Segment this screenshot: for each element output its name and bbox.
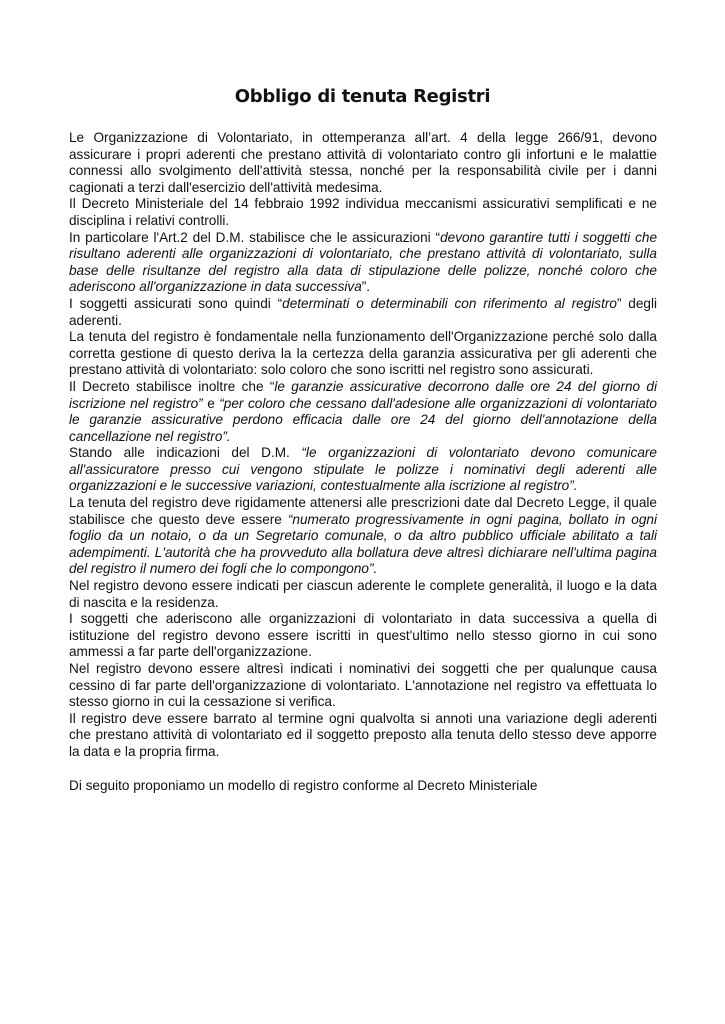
body-paragraph [69,230,657,296]
paragraph-text: Nel registro devono essere indicati per ciascun aderente le complete generalità, il luogo e la data di nascita e la residenza. [69,578,657,610]
quoted-text: le garanzie assicurative decorrono dalle ore 24 del giorno di iscrizione nel registro” [69,378,657,411]
body-paragraph [69,495,657,578]
body-paragraph [69,611,657,661]
body-paragraph [69,661,657,711]
paragraph-text: Stando alle indicazioni del D.M. [69,445,302,461]
paragraph-text: I soggetti che aderiscono alle organizzazioni di volontariato in data successiva a quella di istituzione del registro devono essere iscritti in quest'ultimo nello stesso giorno in cui sono ammessi a far parte dell'organizzazione. [69,611,657,660]
paragraph-text: e [202,395,220,411]
paragraph-text: Il Decreto stabilisce inoltre che “ [69,378,275,394]
document-body [69,130,657,794]
quoted-text: devono garantire tutti i soggetti che risultano aderenti alle organizzazioni di volontariato, che prestano attività di volontariato, sulla base delle risultanze del registro alla data di stipulazione delle polizze, nonché coloro che aderiscono all'organizzazione in data successiva [69,229,658,295]
body-paragraph [69,296,657,329]
paragraph-text: ”. [361,279,371,295]
paragraph-list [69,130,657,761]
body-paragraph [69,130,657,196]
paragraph-text: Le Organizzazione di Volontariato, in ottemperanza all’art. 4 della legge 266/91, devono assicurare i propri aderenti che prestano attività di volontariato contro gli infortuni e le malattie connessi allo svolgimento dell'attività stessa, nonché per la responsabilità civile per i danni cagionati a terzi dall'esercizio dell'attività medesima. [69,130,657,195]
body-paragraph [69,711,657,761]
paragraph-text: La tenuta del registro deve rigidamente attenersi alle prescrizioni date dal Decreto Legge, il quale stabilisce che questo deve essere [69,495,657,527]
closing-paragraph: Di seguito proponiamo un modello di registro conforme al Decreto Ministeriale [69,777,538,793]
paragraph-spacer [69,761,657,778]
paragraph-text: Nel registro devono essere altresì indicati i nominativi dei soggetti che per qualunque causa cessino di far parte dell'organizzazione di volontariato. L'annotazione nel registro va effettuata lo stesso giorno in cui la cessazione si verifica. [69,661,657,710]
body-paragraph [69,379,657,445]
body-paragraph [69,329,657,379]
paragraph-text: Il Decreto Ministeriale del 14 febbraio 1992 individua meccanismi assicurativi semplificati e ne disciplina i relativi controlli. [69,196,657,228]
paragraph-text: La tenuta del registro è fondamentale nella funzionamento dell'Organizzazione perché solo dalla corretta gestione di questo deriva la la certezza della garanzia assicurativa per gli aderenti che prestano attività di volontariato: solo coloro che sono iscritti nel registro sono assicurati. [69,329,657,378]
paragraph-text: I soggetti assicurati sono quindi “ [69,295,283,311]
body-paragraph [69,196,657,229]
paragraph-text: ” degli aderenti. [69,295,657,328]
quoted-text: “numerato progressivamente in ogni pagina, bollato in ogni foglio da un notaio, o da un Segretario comunale, o da altro pubblico ufficiale abilitato a tali adempimenti. L'autorità che ha provveduto alla bollatura deve altresì dichiarare nell'ultima pagina del registro il numero dei fogli che lo compongono”. [69,511,657,577]
quoted-text: “le organizzazioni di volontariato devono comunicare all'assicuratore presso cui vengono stipulate le polizze i nominativi degli aderenti alle organizzazioni e le successive variazioni, contestualmente alla iscrizione al registro”. [69,445,657,494]
paragraph-text: Il registro deve essere barrato al termine ogni qualvolta si annoti una variazione degli aderenti che prestano attività di volontariato ed il soggetto preposto alla tenuta dello stesso deve apporre la data e la propria firma. [69,710,657,759]
body-paragraph [69,445,657,495]
quoted-text: determinati o determinabili con riferimento al registro [282,295,617,311]
quoted-text: “per coloro che cessano dall'adesione alle organizzazioni di volontariato le garanzie assicurative perdono efficacia dalle ore 24 del giorno dell'annotazione della cancellazione nel registro”. [69,395,657,444]
paragraph-text: In particolare l'Art.2 del D.M. stabilisce che le assicurazioni “ [69,229,441,245]
body-paragraph [69,578,657,611]
page-title: Obbligo di tenuta Registri [234,86,491,107]
